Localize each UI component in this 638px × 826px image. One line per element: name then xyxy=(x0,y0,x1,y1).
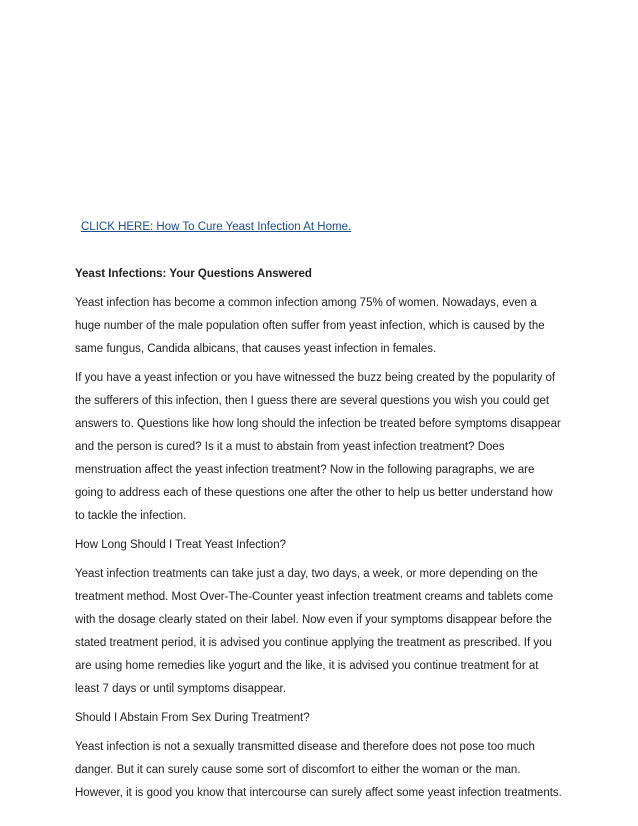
article-body xyxy=(75,263,575,811)
paragraph-questions xyxy=(75,367,575,528)
paragraph-line: huge number of the male population often suffer from yeast infection, which is caused by the xyxy=(75,320,545,332)
paragraph-line: same fungus, Candida albicans, that causes yeast infection in females. xyxy=(75,343,437,355)
paragraph-line: danger. But it can surely cause some sort of discomfort to either the woman or the man. xyxy=(75,764,521,776)
paragraph-intro xyxy=(75,292,575,361)
paragraph-line: answers to. Questions like how long should the infection be treated before symptoms disappear xyxy=(75,418,561,430)
paragraph-line: going to address each of these questions one after the other to help us better understand how xyxy=(75,487,553,499)
article-title: Yeast Infections: Your Questions Answered xyxy=(75,268,312,280)
paragraph-line: Yeast infection has become a common infection among 75% of women. Nowadays, even a xyxy=(75,297,537,309)
paragraph-treatment-duration xyxy=(75,563,575,701)
paragraph-line: are using home remedies like yogurt and the like, it is advised you continue treatment for at xyxy=(75,660,539,672)
subheading-abstain: Should I Abstain From Sex During Treatment? xyxy=(75,712,310,724)
cure-link[interactable]: CLICK HERE: How To Cure Yeast Infection At Home. xyxy=(81,221,352,233)
paragraph-line: to tackle the infection. xyxy=(75,510,187,522)
subheading-treatment-duration: How Long Should I Treat Yeast Infection? xyxy=(75,539,286,551)
paragraph-line: treatment method. Most Over-The-Counter yeast infection treatment creams and tablets come xyxy=(75,591,554,603)
paragraph-line: However, it is good you know that intercourse can surely affect some yeast infection treatments. xyxy=(75,787,562,799)
paragraph-line: If you have a yeast infection or you have witnessed the buzz being created by the popularity of xyxy=(75,372,556,384)
paragraph-line: Yeast infection treatments can take just a day, two days, a week, or more depending on the xyxy=(75,568,538,580)
paragraph-line: the sufferers of this infection, then I guess there are several questions you wish you could get xyxy=(75,395,550,407)
paragraph-line: menstruation affect the yeast infection treatment? Now in the following paragraphs, we are xyxy=(75,464,535,476)
paragraph-abstain xyxy=(75,736,575,805)
paragraph-line: least 7 days or until symptoms disappear. xyxy=(75,683,286,695)
paragraph-line: with the dosage clearly stated on their label. Now even if your symptoms disappear before the xyxy=(75,614,552,626)
paragraph-line: and the person is cured? Is it a must to abstain from yeast infection treatment? Does xyxy=(75,441,505,453)
paragraph-line: Yeast infection is not a sexually transmitted disease and therefore does not pose too much xyxy=(75,741,535,753)
paragraph-line: stated treatment period, it is advised you continue applying the treatment as prescribed. If you xyxy=(75,637,552,649)
